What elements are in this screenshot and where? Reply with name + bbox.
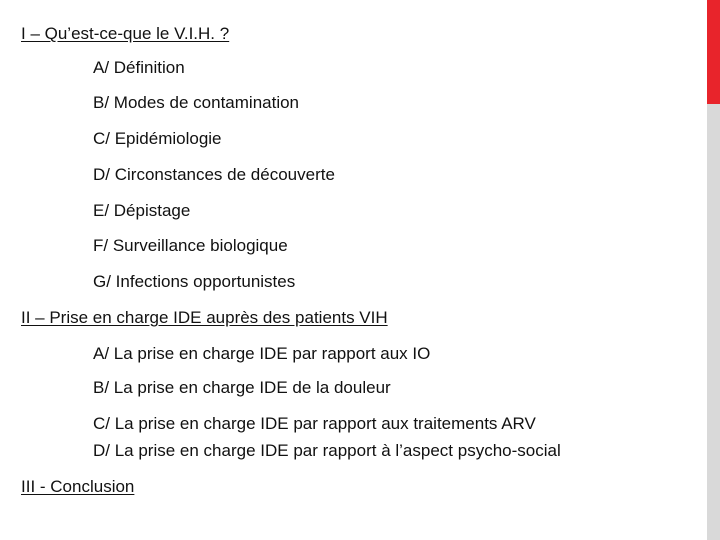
list-item: C/ La prise en charge IDE par rapport aux traitements ARV	[93, 414, 536, 433]
list-item: D/ La prise en charge IDE par rapport à l’aspect psycho-social	[93, 441, 561, 460]
list-item: C/ Epidémiologie	[93, 129, 222, 148]
section-heading-2: II – Prise en charge IDE auprès des patients VIH	[21, 308, 388, 327]
list-item: F/ Surveillance biologique	[93, 236, 288, 255]
accent-bar	[707, 0, 720, 104]
list-item: A/ Définition	[93, 58, 185, 77]
list-item: B/ La prise en charge IDE de la douleur	[93, 378, 391, 397]
list-item: G/ Infections opportunistes	[93, 272, 296, 291]
side-bar	[707, 104, 720, 540]
section-heading-3: III - Conclusion	[21, 477, 135, 496]
list-item: E/ Dépistage	[93, 201, 191, 220]
section-heading-1: I – Qu’est-ce-que le V.I.H. ?	[21, 24, 230, 43]
list-item: A/ La prise en charge IDE par rapport aux IO	[93, 344, 431, 363]
list-item: B/ Modes de contamination	[93, 93, 300, 112]
list-item: D/ Circonstances de découverte	[93, 165, 335, 184]
